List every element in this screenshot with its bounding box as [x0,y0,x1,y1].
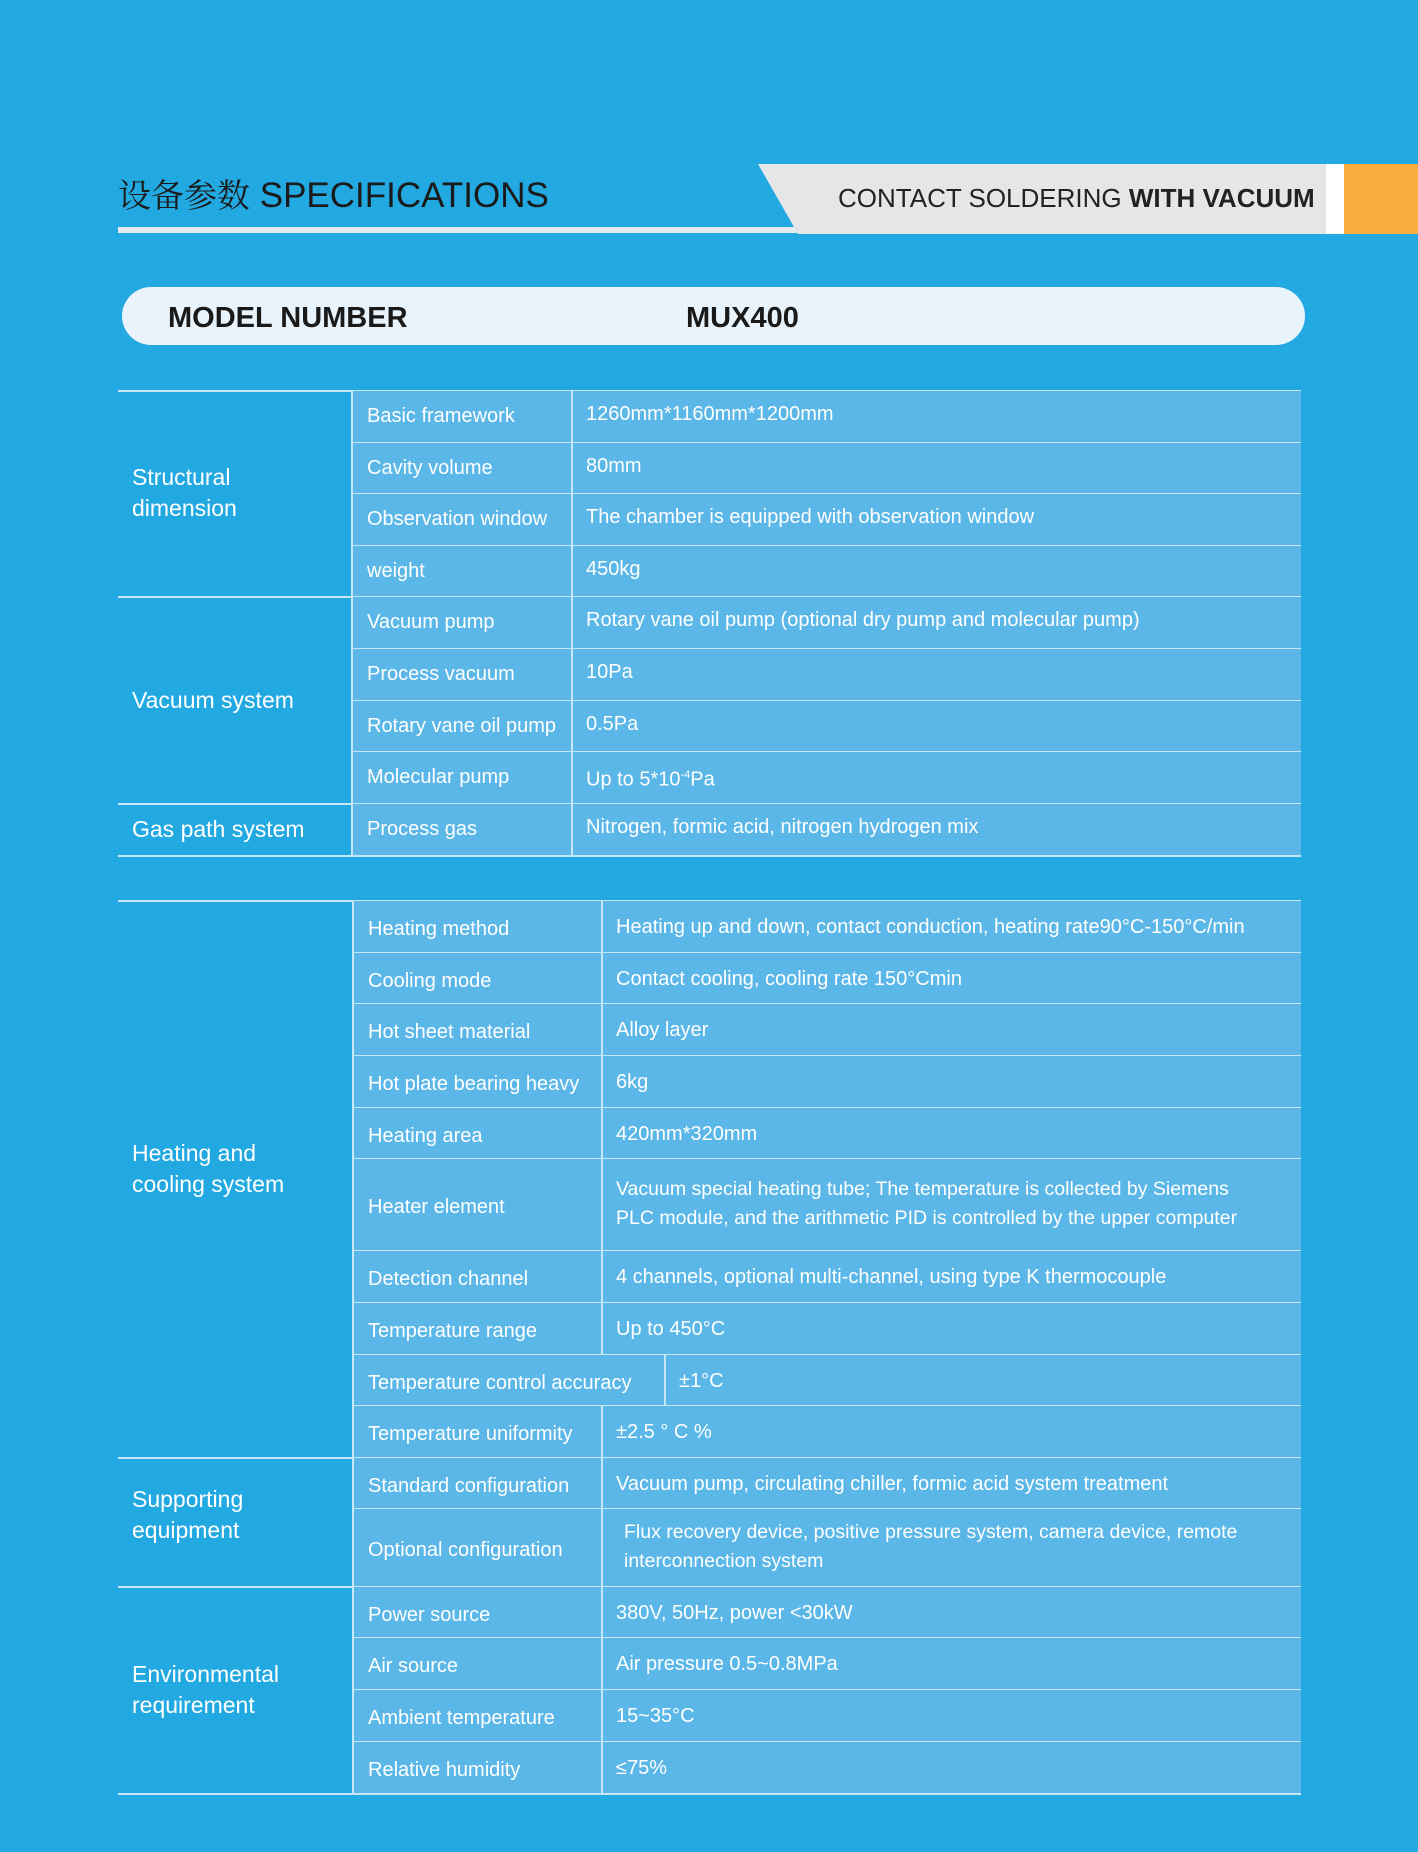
param-value: ≤75% [616,1757,668,1779]
param-label: Temperature uniformity [368,1423,573,1445]
param-value: Vacuum pump, circulating chiller, formic acid system treatment [616,1472,1169,1495]
param-value: Vacuum special heating tube; The temperature is collected by Siemens PLC module, and the arithmetic PID is controlled by the upper computer [616,1178,1238,1229]
category-divider [352,1457,354,1586]
category-label: Structural dimension [132,464,237,521]
param-value: Air pressure 0.5~0.8MPa [616,1653,838,1675]
param-label: Process vacuum [367,663,515,685]
param-value: Up to $5*10^{-4}Pa$ [586,768,715,791]
category-divider [352,1586,354,1793]
param-label: Heating method [368,918,510,940]
param-label: Cooling mode [368,969,492,992]
column-divider [601,1637,603,1689]
column-divider [571,803,573,855]
param-label: Power source [368,1603,491,1626]
param-label: Temperature control accuracy [368,1371,632,1394]
column-divider [601,1055,603,1107]
model-number-label: MODEL NUMBER [168,302,408,334]
param-label: Optional configuration [368,1539,563,1561]
param-value: ±1°C [679,1369,724,1392]
param-label: Air source [368,1655,459,1677]
page-title-cn: 设备参数 [118,176,250,215]
param-value: Nitrogen, formic acid, nitrogen hydrogen mix [586,816,979,838]
param-label: Standard configuration [368,1474,570,1497]
param-value: Up to 450°C [616,1318,726,1340]
column-divider [601,1457,603,1508]
param-value: 1260mm*1160mm*1200mm [586,403,834,425]
param-label: Vacuum pump [367,611,495,633]
param-value: 4 channels, optional multi-channel, using type K thermocouple [616,1266,1167,1288]
param-value: 15~35°C [616,1705,695,1727]
category-label: Heating and cooling system [132,1139,285,1197]
column-divider [601,952,603,1003]
column-divider [601,1250,603,1302]
category-label: Environmental requirement [132,1660,280,1718]
param-value: Flux recovery device, positive pressure system, camera device, remote interconnection system [624,1521,1238,1572]
param-value: 10Pa [586,661,633,683]
param-label: Ambient temperature [368,1707,555,1729]
param-label: Temperature range [368,1320,537,1342]
column-divider [601,1158,603,1250]
param-value: Alloy layer [616,1019,709,1041]
param-label: Heater element [368,1196,505,1218]
exponent: -4 [680,769,691,781]
table-row-line [118,1793,1301,1795]
model-number-value: MUX400 [686,302,799,334]
page-title [118,170,549,217]
column-divider [571,390,573,442]
banner-regular-text: CONTACT SOLDERING [838,183,1122,213]
param-value: 380V, 50Hz, power <30kW [616,1601,853,1624]
table-row-fill [353,1108,1301,1158]
column-divider [601,900,603,952]
param-value: Rotary vane oil pump (optional dry pump and molecular pump) [586,609,1140,631]
param-label: Hot sheet material [368,1021,531,1043]
title-underline [118,227,800,233]
param-value: 80mm [586,454,642,477]
param-value: 0.5Pa [586,712,639,735]
column-divider [571,700,573,751]
column-divider [601,1689,603,1741]
banner-accent-block [1344,164,1418,234]
category-divider [351,803,353,855]
param-label: weight [367,559,425,582]
column-divider [571,596,573,648]
category-divider [351,596,353,803]
param-value: 450kg [586,557,641,580]
column-divider [601,1302,603,1354]
category-label: Vacuum system [132,686,294,713]
param-value: Heating up and down, contact conduction, heating rate90°C-150°C/min [616,916,1245,938]
param-label: Hot plate bearing heavy [368,1073,580,1095]
param-label: Rotary vane oil pump [367,714,556,737]
param-label: Cavity volume [367,456,493,479]
category-divider [352,900,354,1457]
table-row-fill [352,443,1301,493]
column-divider [571,442,573,493]
column-divider [601,1405,603,1457]
param-label: Heating area [368,1124,483,1147]
category-label: Gas path system [132,816,305,842]
param-label: Basic framework [367,405,515,427]
param-value: 420mm*320mm [616,1122,758,1145]
column-divider [601,1003,603,1055]
column-divider [664,1354,666,1405]
page-title-en: SPECIFICATIONS [259,176,549,215]
param-label: Molecular pump [367,766,510,788]
column-divider [571,648,573,700]
column-divider [601,1508,603,1586]
param-label: Process gas [367,818,478,840]
param-value: Contact cooling, cooling rate 150°Cmin [616,967,962,990]
param-value: ±2.5 ° C % [616,1421,712,1443]
banner-bold-text: WITH VACUUM [1128,183,1315,213]
param-label: Relative humidity [368,1759,521,1781]
column-divider [571,545,573,596]
table-row-line [118,855,1301,857]
column-divider [571,493,573,545]
param-value: The chamber is equipped with observation window [586,506,1035,528]
column-divider [571,751,573,803]
column-divider [601,1107,603,1158]
param-value: 6kg [616,1071,649,1093]
table-row-fill [352,546,1301,596]
column-divider [601,1741,603,1793]
banner-white-stripe [1326,164,1344,234]
product-banner-text [838,183,1315,214]
category-divider [351,390,353,596]
param-label: Detection channel [368,1268,529,1290]
category-label: Supporting equipment [132,1485,244,1543]
column-divider [601,1586,603,1637]
param-label: Observation window [367,508,548,530]
